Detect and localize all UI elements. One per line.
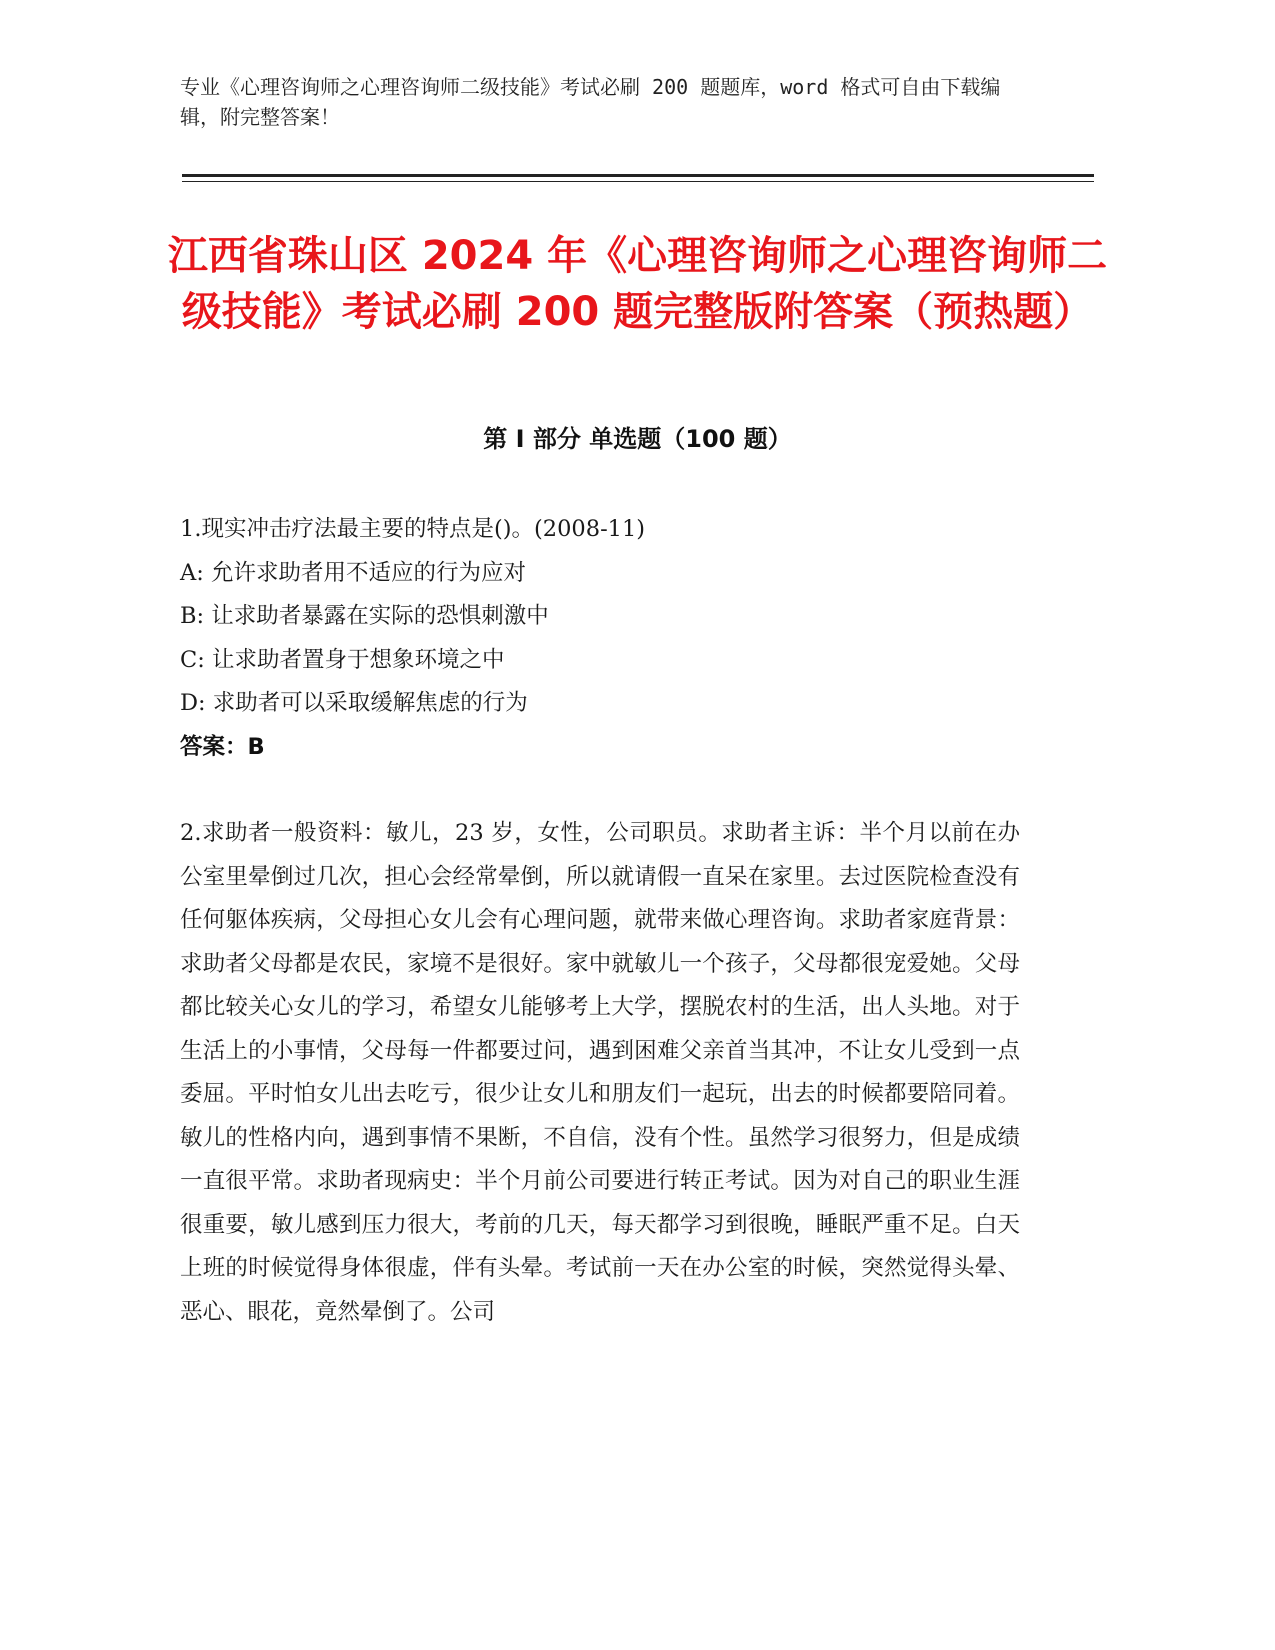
- header-divider-thick: [182, 174, 1094, 177]
- question-2-stem: 2.求助者一般资料：敏儿，23 岁，女性，公司职员。求助者主诉：半个月以前在办公室里晕倒过几次，担心会经常晕倒，所以就请假一直呆在家里。去过医院检查没有任何躯体疾病，父母担心女儿会有心理问题，就带来做心理咨询。求助者家庭背景：求助者父母都是农民，家境不是很好。家中就敏儿一个孩子，父母都很宠爱她。父母都比较关心女儿的学习，希望女儿能够考上大学，摆脱农村的生活，出人头地。对于生活上的小事情，父母每一件都要过问，遇到困难父亲首当其冲，不让女儿受到一点委屈。平时怕女儿出去吃亏，很少让女儿和朋友们一起玩，出去的时候都要陪同着。敏儿的性格内向，遇到事情不果断，不自信，没有个性。虽然学习很努力，但是成绩一直很平常。求助者现病史：半个月前公司要进行转正考试。因为对自己的职业生涯很重要，敏儿感到压力很大，考前的几天，每天都学习到很晚，睡眠严重不足。白天上班的时候觉得身体很虚，伴有头晕。考试前一天在办公室的时候，突然觉得头晕、恶心、眼花，竟然晕倒了。公司: [180, 820, 1020, 1325]
- answer: 答案：B: [180, 733, 265, 760]
- option-b: B: 让求助者暴露在实际的恐惧刺激中: [180, 603, 549, 629]
- option-c: C: 让求助者置身于想象环境之中: [180, 646, 505, 673]
- question-1: [180, 508, 1080, 769]
- option-d: D: 求助者可以采取缓解焦虑的行为: [180, 690, 528, 716]
- question-stem: 1.现实冲击疗法最主要的特点是()。(2008-11): [180, 516, 646, 542]
- section-heading: 第 I 部分 单选题（100 题）: [483, 425, 792, 453]
- header-divider-thin: [182, 181, 1094, 182]
- document-title: 江西省珠山区 2024 年《心理咨询师之心理咨询师二级技能》考试必刷 200 题完整版附答案（预热题）: [167, 233, 1108, 335]
- option-a: A: 允许求助者用不适应的行为应对: [180, 559, 526, 586]
- header-note: 专业《心理咨询师之心理咨询师二级技能》考试必刷 200 题题库，word 格式可自由下载编辑，附完整答案！: [180, 75, 1001, 129]
